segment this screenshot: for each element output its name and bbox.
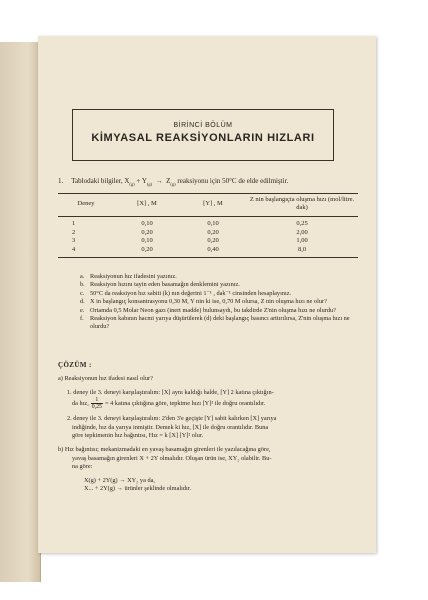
table-row (58, 237, 358, 246)
data-table (58, 193, 358, 258)
list-item (80, 273, 360, 281)
reaction-arrow: → (155, 177, 163, 185)
table-row (58, 217, 358, 229)
question-text-b: reaksiyonu için 50°C de elde edilmiştir. (175, 177, 289, 185)
solution-p1-a: 1. deney ile 3. deneyi karşılaştıralım: [X] aynı kaldığı halde, [Y] 2 katına çıktığın- (67, 388, 274, 396)
solution-p1-b (58, 397, 358, 410)
reaction-1: X(g) + 2Y(g) → XY₂ ya da, (84, 476, 155, 484)
cell: 0,10 (141, 220, 153, 227)
solution-b-b: yavaş basamağın girenleri X + 2Y olmalıdır. Oluşan ürün ise, XY₂ olabilir. Bu- (72, 454, 272, 462)
item-label: c. (80, 289, 85, 297)
sub-x: (g) (129, 181, 135, 187)
table-header-row (58, 194, 358, 217)
cell: 2,00 (296, 228, 308, 236)
cell: 0,20 (141, 228, 153, 236)
cell: 2 (72, 228, 76, 236)
cell: 0,10 (207, 220, 219, 227)
solution-p2-a: 2. deney ile 3. deneyi karşılaştıralım: 2'den 3'e geçişte [Y] sabit kalırken [X] yarıya (67, 415, 277, 423)
item-text: Reaksiyonun hız ifadesini yazınız. (90, 273, 177, 280)
list-item (80, 281, 360, 289)
reaction-2: X... + 2Y(g) → ürünler şeklinde olmalıdır. (84, 485, 192, 493)
cell: 0,40 (180, 246, 246, 258)
table-row (58, 229, 358, 238)
item-label: e. (80, 306, 85, 314)
item-label: b. (80, 281, 85, 289)
sub-z: (g) (170, 181, 176, 187)
fraction (91, 397, 103, 410)
table-row (58, 246, 358, 258)
list-item (80, 290, 360, 298)
cell: 1 (72, 220, 76, 227)
p1-pre: da hız, (72, 400, 89, 408)
solution-p2-b: indiğinde, hız da yarıya inmiştir. Demek ki hız, [X] ile doğru orantılıdır. Buna (72, 423, 269, 431)
solution-body (58, 375, 358, 494)
header-x: [X] , M (114, 194, 180, 217)
item-text: Reaksiyon hızını tayin eden basamağın denklemini yazınız. (90, 281, 240, 289)
solution-b-c: na göre: (72, 463, 93, 471)
item-text: Ortamda 0,5 Molar Neon gazı (inert madde) bulunsaydı, bu takdirde Z'nin oluşma hızı ne olurdu? (90, 306, 336, 314)
cell: 0,10 (141, 237, 153, 244)
solution-heading: ÇÖZÜM : (58, 361, 92, 369)
question-items (80, 273, 360, 332)
cell: 0,25 (296, 220, 308, 227)
cell: 8,0 (246, 246, 358, 258)
solution-b-a: b) Hız bağıntısı; mekanizmadaki en yavaş basamağın girenleri ile yazılacağına göre, (58, 445, 271, 453)
item-label: a. (80, 273, 85, 280)
left-page-edge (0, 42, 41, 582)
item-text: X in başlangıç konsantrasyonu 0,30 M, Y nin ki ise, 0,70 M olursa, Z nin oluşma hızı ne olur? (90, 298, 327, 306)
list-item (80, 298, 360, 306)
item-text: Reaksiyon kabının hacmi yarıya düşürülerek (d) deki başlangıç basıncı arttırılırsa, Z'nin oluşma hızı ne olurdu? (90, 315, 350, 331)
list-item (80, 307, 360, 315)
question-text-a: Tablodaki bilgiler, X (71, 177, 130, 185)
cell: 0,20 (114, 246, 180, 258)
question-line (58, 177, 358, 188)
chapter-title: KİMYASAL REAKSİYONLARIN HIZLARI (91, 132, 315, 144)
chapter-label: BİRİNCİ BÖLÜM (173, 122, 233, 129)
product-z: Z (166, 177, 171, 185)
cell: 1,00 (296, 237, 308, 244)
header-rate: Z nin başlangıçta oluşma hızı (mol/litre. dak) (246, 194, 358, 217)
header-y: [Y] , M (180, 194, 246, 217)
cell: 4 (58, 246, 114, 258)
fraction-denominator: 0,25 (91, 404, 102, 411)
header-deney: Deney (58, 194, 114, 217)
chapter-header-box (72, 109, 334, 161)
cell: 0,20 (207, 228, 219, 236)
item-label: f. (80, 315, 84, 323)
item-label: d. (80, 298, 85, 306)
cell: 0,20 (207, 237, 219, 244)
fraction-numerator: 1 (91, 397, 103, 404)
question-number: 1. (58, 177, 64, 185)
item-text: 50°C da reaksiyon hız sabiti (k) nın değerini 1⁻¹ , dak⁻¹ cinsinden hesaplayınız. (90, 289, 292, 297)
p1-post: = 4 katına çıktığına göre, tepkime hızı [Y]² ile doğru orantılıdır. (104, 400, 266, 408)
list-item (80, 315, 360, 332)
sub-y: (g) (146, 181, 153, 187)
solution-a-title: a) Reaksiyonun hız ifadesi nasıl olur? (58, 375, 153, 382)
plus-y: + Y (134, 177, 147, 185)
book-page (38, 36, 376, 553)
cell: 3 (72, 237, 76, 244)
solution-p2-c: göre tepkimenin hız bağıntısı, Hız = k [X] [Y]² olur. (72, 432, 204, 440)
